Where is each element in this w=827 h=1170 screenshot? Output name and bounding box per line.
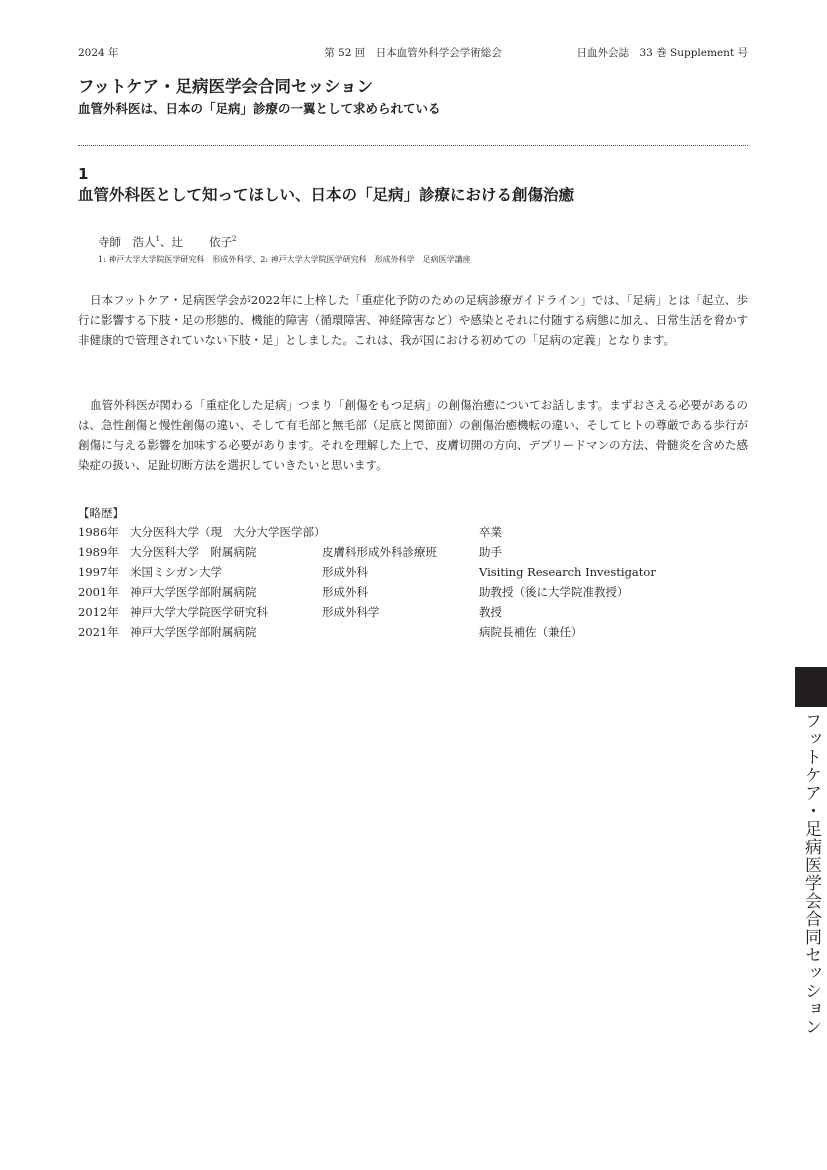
abstract-paragraph: 血管外科医が関わる「重症化した足病」つまり「創傷をもつ足病」の創傷治癒についてお話します。まずおさえる必要があるのは、急性創傷と慢性創傷の違い、そして有毛部と無毛部（足底と関節面）の創傷治癒機転の違い、そしてヒトの尊厳である歩行が創傷に与える影響を加味する必要があります。それを理解した上で、皮膚切開の方向、デブリードマンの方法、骨髄炎を含めた感染症の扱い、足趾切断方法を選択していきたいと思います。	[78, 398, 748, 472]
bio-position: Visiting Research Investigator	[479, 565, 656, 579]
bio-institution: 神戸大学医学部附属病院	[130, 585, 257, 599]
affiliations: 1: 神戸大学大学院医学研究科 形成外科学、2: 神戸大学大学院医学研究科 形成外科学 足病医学講座	[98, 255, 471, 264]
author-name: 辻	[171, 235, 183, 249]
bio-position: 病院長補佐（兼任）	[479, 625, 583, 639]
bio-year: 2021年	[78, 625, 119, 639]
session-subtitle: 血管外科医は、日本の「足病」診療の一翼として求められている	[78, 101, 441, 116]
bio-year: 1989年	[78, 545, 119, 559]
author-affil-mark: 2	[231, 235, 237, 243]
bio-year: 2012年	[78, 605, 119, 619]
biography-table	[78, 522, 748, 642]
section-tab-marker	[795, 667, 827, 707]
talk-title: 血管外科医として知ってほしい、日本の「足病」診療における創傷治癒	[78, 186, 575, 204]
bio-institution: 米国ミシガン大学	[130, 565, 222, 579]
biography-label: 【略歴】	[78, 506, 124, 520]
header-journal: 日血外会誌 33 巻 Supplement 号	[576, 47, 748, 59]
bio-institution: 大分医科大学 附属病院	[130, 545, 257, 559]
bio-position: 助手	[479, 545, 502, 559]
bio-department: 皮膚科形成外科診療班	[322, 545, 437, 559]
author-affil-mark: 1	[155, 235, 160, 243]
bio-institution: 神戸大学医学部附属病院	[130, 625, 257, 639]
bio-position: 卒業	[479, 525, 502, 539]
page-header	[78, 45, 748, 61]
biography-row	[78, 582, 748, 602]
bio-position: 教授	[479, 605, 502, 619]
author-name: 寺師 浩人	[98, 235, 156, 249]
bio-department: 形成外科	[322, 585, 368, 599]
biography-row	[78, 522, 748, 542]
session-title: フットケア・足病医学会合同セッション	[78, 77, 374, 96]
biography-row	[78, 622, 748, 642]
biography-row	[78, 562, 748, 582]
author-list	[98, 231, 236, 250]
bio-position: 助教授（後に大学院准教授）	[479, 585, 629, 599]
author-separator: 、	[159, 235, 172, 249]
bio-department: 形成外科	[322, 565, 368, 579]
biography-row	[78, 602, 748, 622]
header-meeting: 第 52 回 日本血管外科学会学術総会	[324, 47, 502, 59]
talk-number: 1	[78, 165, 89, 183]
bio-year: 1997年	[78, 565, 119, 579]
biography-row	[78, 542, 748, 562]
bio-institution: 神戸大学大学院医学研究科	[130, 605, 268, 619]
bio-year: 1986年	[78, 525, 119, 539]
dotted-divider	[78, 145, 748, 146]
section-tab-label: フットケア・足病医学会合同セッション	[801, 712, 821, 1036]
author-given-name: 依子	[208, 235, 232, 249]
header-year: 2024 年	[78, 47, 119, 59]
bio-institution: 大分医科大学（現 大分大学医学部）	[130, 525, 326, 539]
bio-year: 2001年	[78, 585, 119, 599]
bio-department: 形成外科学	[322, 605, 380, 619]
abstract-paragraph: 日本フットケア・足病医学会が2022年に上梓した「重症化予防のための足病診療ガイドライン」では、「足病」とは「起立、歩行に影響する下肢・足の形態的、機能的障害（循環障害、神経障害など）や感染とそれに付随する病態に加え、日常生活を脅かす非健康的で管理されていない下肢・足」としました。これは、我が国における初めての「足病の定義」となります。	[78, 293, 748, 347]
